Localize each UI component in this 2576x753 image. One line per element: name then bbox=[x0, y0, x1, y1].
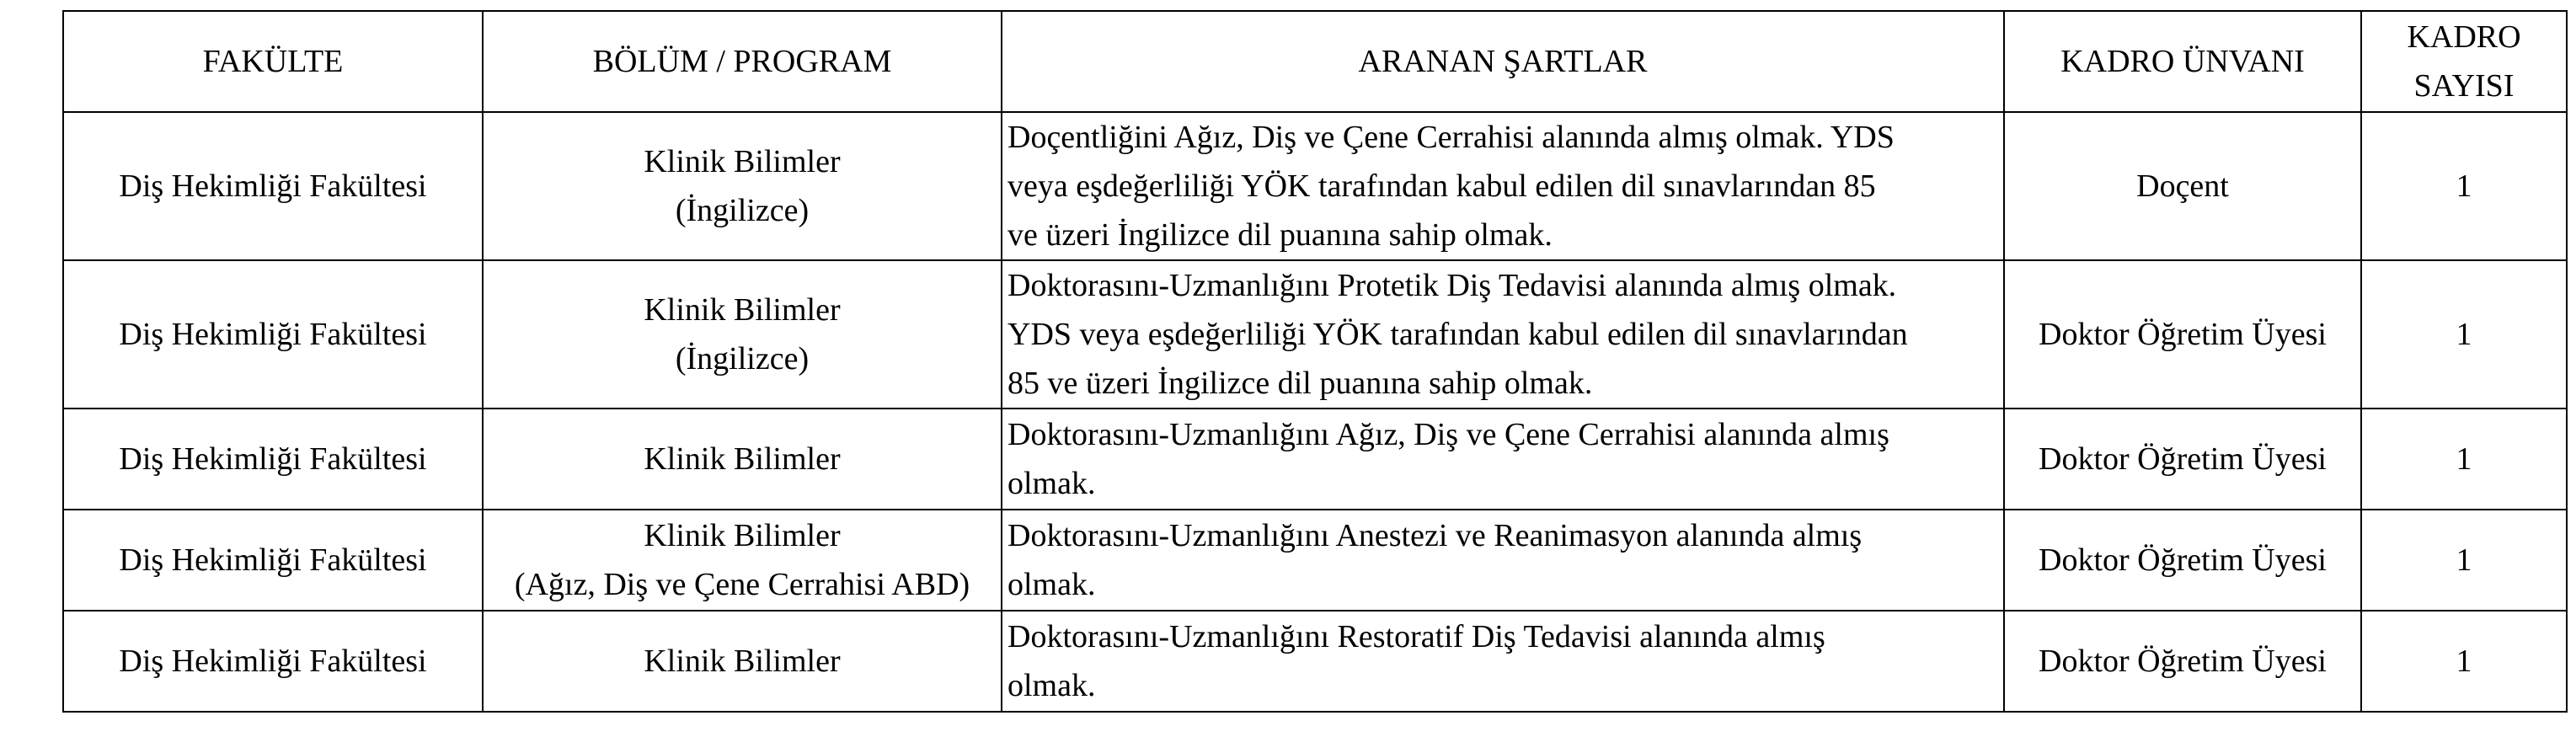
header-fakulte: FAKÜLTE bbox=[63, 11, 483, 112]
cell-unvan: Doktor Öğretim Üyesi bbox=[2004, 611, 2361, 712]
table-row bbox=[63, 611, 2567, 712]
cell-sartlar bbox=[1002, 260, 2004, 409]
sartlar-line: Doktorasını-Uzmanlığını Restoratif Diş Tedavisi alanında almış bbox=[1007, 619, 1825, 654]
header-sayi-line1: KADRO bbox=[2407, 19, 2521, 55]
header-sayi bbox=[2361, 11, 2567, 112]
bolum-line: (Ağız, Diş ve Çene Cerrahisi ABD) bbox=[514, 567, 970, 602]
sartlar-line: Doktorasını-Uzmanlığını Ağız, Diş ve Çene Cerrahisi alanında almış bbox=[1007, 417, 1889, 452]
table-row bbox=[63, 112, 2567, 260]
sartlar-line: olmak. bbox=[1007, 567, 1096, 602]
table-row bbox=[63, 260, 2567, 409]
bolum-line: Klinik Bilimler bbox=[644, 644, 841, 679]
sartlar-line: YDS veya eşdeğerliliği YÖK tarafından kabul edilen dil sınavlarından bbox=[1007, 317, 1908, 352]
cell-fakulte: Diş Hekimliği Fakültesi bbox=[63, 260, 483, 409]
cell-bolum bbox=[483, 409, 1002, 510]
bolum-line: Klinik Bilimler bbox=[644, 292, 841, 328]
header-unvan: KADRO ÜNVANI bbox=[2004, 11, 2361, 112]
bolum-line: (İngilizce) bbox=[675, 193, 810, 228]
table-header-row bbox=[63, 11, 2567, 112]
cell-sartlar bbox=[1002, 409, 2004, 510]
cell-bolum bbox=[483, 510, 1002, 611]
cell-fakulte: Diş Hekimliği Fakültesi bbox=[63, 112, 483, 260]
cell-bolum bbox=[483, 112, 1002, 260]
cell-unvan: Doktor Öğretim Üyesi bbox=[2004, 409, 2361, 510]
header-bolum: BÖLÜM / PROGRAM bbox=[483, 11, 1002, 112]
kadro-table bbox=[62, 10, 2568, 713]
cell-sartlar bbox=[1002, 510, 2004, 611]
header-sartlar: ARANAN ŞARTLAR bbox=[1002, 11, 2004, 112]
bolum-line: Klinik Bilimler bbox=[644, 518, 841, 553]
cell-sayi: 1 bbox=[2361, 409, 2567, 510]
cell-sayi: 1 bbox=[2361, 260, 2567, 409]
sartlar-line: Doçentliğini Ağız, Diş ve Çene Cerrahisi alanında almış olmak. YDS bbox=[1007, 120, 1895, 155]
table-row bbox=[63, 409, 2567, 510]
bolum-line: Klinik Bilimler bbox=[644, 144, 841, 179]
sartlar-line: Doktorasını-Uzmanlığını Protetik Diş Tedavisi alanında almış olmak. bbox=[1007, 268, 1897, 303]
cell-unvan: Doktor Öğretim Üyesi bbox=[2004, 260, 2361, 409]
header-sayi-line2: SAYISI bbox=[2413, 68, 2515, 104]
cell-unvan: Doktor Öğretim Üyesi bbox=[2004, 510, 2361, 611]
cell-fakulte: Diş Hekimliği Fakültesi bbox=[63, 409, 483, 510]
cell-bolum bbox=[483, 260, 1002, 409]
cell-fakulte: Diş Hekimliği Fakültesi bbox=[63, 510, 483, 611]
cell-sayi: 1 bbox=[2361, 510, 2567, 611]
table-row bbox=[63, 510, 2567, 611]
cell-bolum bbox=[483, 611, 1002, 712]
sartlar-line: ve üzeri İngilizce dil puanına sahip olmak. bbox=[1007, 217, 1553, 253]
cell-sartlar bbox=[1002, 112, 2004, 260]
bolum-line: Klinik Bilimler bbox=[644, 441, 841, 477]
cell-fakulte: Diş Hekimliği Fakültesi bbox=[63, 611, 483, 712]
sartlar-line: Doktorasını-Uzmanlığını Anestezi ve Reanimasyon alanında almış bbox=[1007, 518, 1863, 553]
cell-sayi: 1 bbox=[2361, 611, 2567, 712]
sartlar-line: olmak. bbox=[1007, 668, 1096, 703]
cell-unvan: Doçent bbox=[2004, 112, 2361, 260]
sartlar-line: veya eşdeğerliliği YÖK tarafından kabul edilen dil sınavlarından 85 bbox=[1007, 168, 1876, 204]
cell-sayi: 1 bbox=[2361, 112, 2567, 260]
sartlar-line: 85 ve üzeri İngilizce dil puanına sahip olmak. bbox=[1007, 366, 1593, 401]
sartlar-line: olmak. bbox=[1007, 466, 1096, 501]
bolum-line: (İngilizce) bbox=[675, 341, 810, 376]
cell-sartlar bbox=[1002, 611, 2004, 712]
